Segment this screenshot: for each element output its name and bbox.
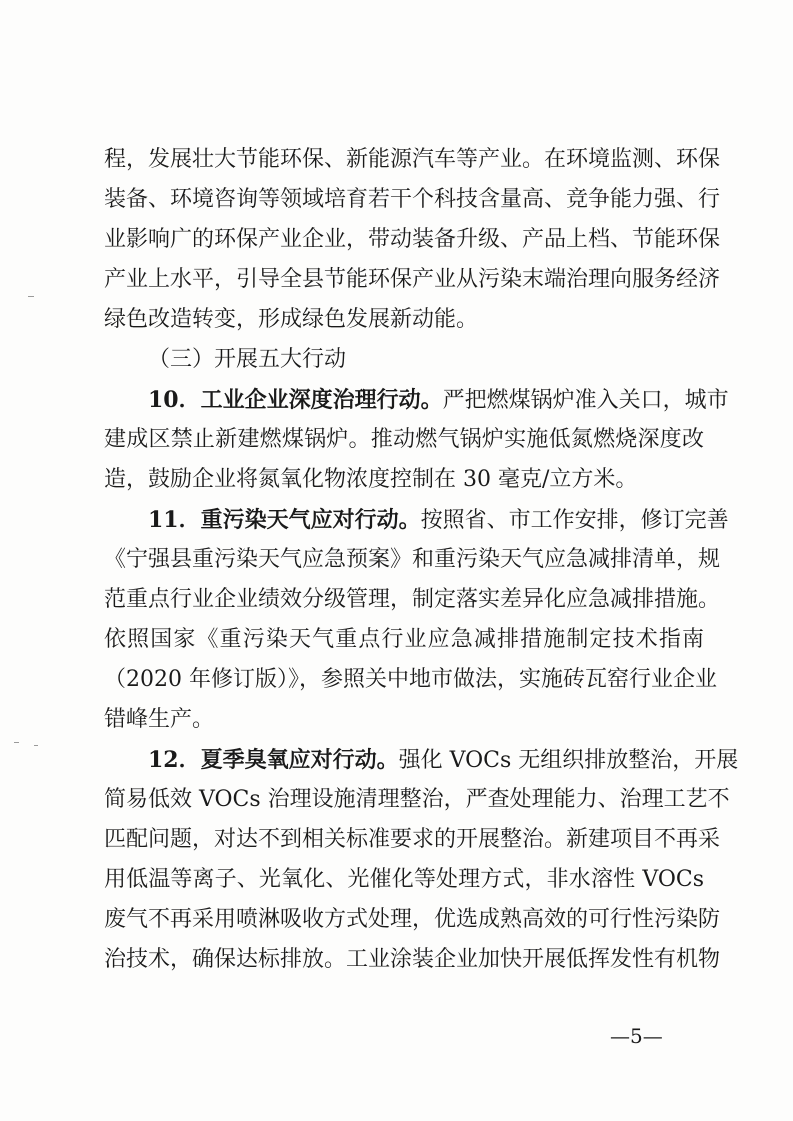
- scan-mark: [14, 742, 19, 743]
- item-line: 简易低效 VOCs 治理设施清理整治，严查处理能力、治理工艺不: [104, 787, 730, 812]
- item-line: 依照国家《重污染天气重点行业应急减排措施制定技术指南: [104, 627, 704, 652]
- scan-mark: [34, 745, 38, 746]
- item-title: 12．夏季臭氧应对行动。: [148, 747, 399, 773]
- item-line: 错峰生产。: [104, 707, 215, 732]
- item-first-line: [104, 500, 729, 540]
- item-line: 匹配问题，对达不到相关标准要求的开展整治。新建项目不再采: [104, 827, 721, 852]
- item-text: 严把燃煤锅炉准入关口，城市: [442, 388, 729, 413]
- item-line: 范重点行业企业绩效分级管理，制定落实差异化应急减排措施。: [104, 587, 721, 612]
- item-title: 10．工业企业深度治理行动。: [148, 387, 443, 413]
- paragraph-line: 程，发展壮大节能环保、新能源汽车等产业。在环境监测、环保: [104, 147, 721, 172]
- page-number: —5—: [610, 1024, 663, 1048]
- item-first-line: [104, 380, 729, 420]
- item-title: 11．重污染天气应对行动。: [148, 507, 421, 533]
- scan-mark: [28, 296, 34, 297]
- paragraph-line: 绿色改造转变，形成绿色发展新动能。: [104, 307, 479, 332]
- paragraph-line: 装备、环境咨询等领域培育若干个科技含量高、竞争能力强、行: [104, 187, 721, 212]
- section-heading: （三）开展五大行动: [148, 347, 347, 372]
- item-line: 废气不再采用喷淋吸收方式处理，优选成熟高效的可行性污染防: [104, 907, 721, 932]
- item-line: 用低温等离子、光氧化、光催化等处理方式，非水溶性 VOCs: [104, 867, 704, 892]
- paragraph-line: 业影响广的环保产业企业，带动装备升级、产品上档、节能环保: [104, 227, 721, 252]
- paragraph-line: 产业上水平，引导全县节能环保产业从污染末端治理向服务经济: [104, 267, 721, 292]
- item-line: 建成区禁止新建燃煤锅炉。推动燃气锅炉实施低氮燃烧深度改: [104, 427, 704, 452]
- item-text: 强化 VOCs 无组织排放整治，开展: [398, 748, 739, 773]
- item-first-line: [104, 740, 739, 780]
- body-text: [104, 140, 739, 980]
- item-text: 按照省、市工作安排，修订完善: [420, 508, 729, 533]
- item-line: 治技术，确保达标排放。工业涂装企业加快开展低挥发性有机物: [104, 947, 721, 972]
- item-line: 造，鼓励企业将氮氧化物浓度控制在 30 毫克/立方米。: [104, 467, 638, 492]
- item-line: （2020 年修订版）》，参照关中地市做法，实施砖瓦窑行业企业: [104, 667, 717, 692]
- item-line: 《宁强县重污染天气应急预案》和重污染天气应急减排清单，规: [104, 547, 721, 572]
